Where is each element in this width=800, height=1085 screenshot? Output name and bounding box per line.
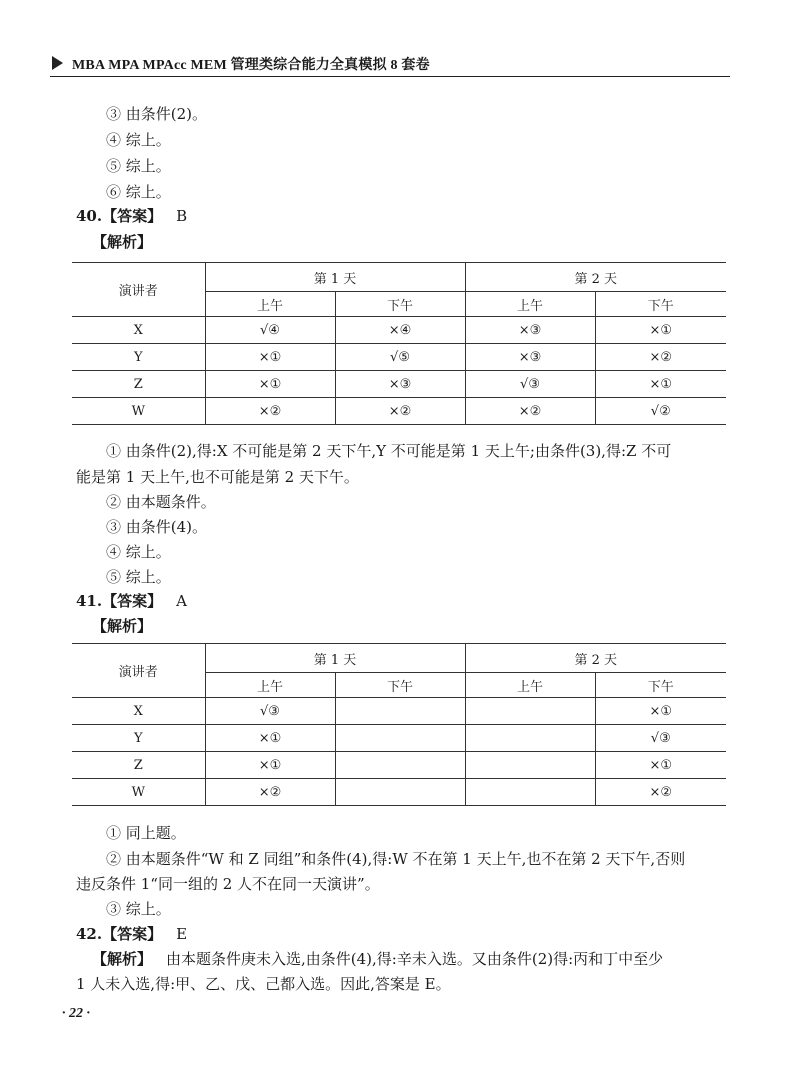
table-cell: ×④ <box>335 317 465 344</box>
q41-note-2b: 违反条件 1“同一组的 2 人不在同一天演讲”。 <box>76 875 380 893</box>
q40-note-3: ③ 由条件(4)。 <box>106 518 208 536</box>
q40-analysis-label: 【解析】 <box>92 233 153 251</box>
table-cell <box>335 698 465 725</box>
q40-day2-am: 上午 <box>465 292 595 317</box>
table-cell: Z <box>72 752 205 779</box>
table-row <box>72 344 726 371</box>
table-cell: W <box>72 779 205 806</box>
table-cell <box>465 752 595 779</box>
table-cell: √③ <box>595 725 726 752</box>
table-cell: ×③ <box>335 371 465 398</box>
q40-day1-pm: 下午 <box>335 292 465 317</box>
q40-label: 40.【答案】 <box>76 207 163 225</box>
table-cell: X <box>72 698 205 725</box>
q40-answer: B <box>176 207 188 225</box>
table-cell: ×③ <box>465 344 595 371</box>
triangle-bullet-icon <box>52 56 63 70</box>
q40-answer-line <box>76 205 187 227</box>
table-row <box>72 317 726 344</box>
q40-note-4: ④ 综上。 <box>106 543 171 561</box>
table-row <box>72 752 726 779</box>
header-title: MBA MPA MPAcc MEM 管理类综合能力全真模拟 8 套卷 <box>72 58 430 73</box>
q40-day1-am: 上午 <box>205 292 335 317</box>
q41-day2-am: 上午 <box>465 673 595 698</box>
q42-answer: E <box>176 925 188 943</box>
q42-answer-line <box>76 923 187 945</box>
table-cell: ×① <box>205 371 335 398</box>
q40-note-1b: 能是第 1 天上午,也不可能是第 2 天下午。 <box>76 468 359 486</box>
q41-answer-line <box>76 590 187 612</box>
table-row <box>72 398 726 425</box>
table-cell: √⑤ <box>335 344 465 371</box>
q40-day2-header: 第 2 天 <box>465 263 726 292</box>
table-cell: ×② <box>335 398 465 425</box>
pre-note-4: ④ 综上。 <box>106 131 171 149</box>
table-cell: ×② <box>595 779 726 806</box>
q41-note-2a: ② 由本题条件“W 和 Z 同组”和条件(4),得:W 不在第 1 天上午,也不在第 2 天下午,否则 <box>106 850 686 868</box>
table-cell: ×① <box>205 725 335 752</box>
q41-table <box>72 643 726 806</box>
q42-text-b: 1 人未入选,得:甲、乙、戊、己都入选。因此,答案是 E。 <box>76 975 451 993</box>
table-cell: ×② <box>205 779 335 806</box>
table-cell: ×① <box>205 752 335 779</box>
q40-note-1a: ① 由条件(2),得:X 不可能是第 2 天下午,Y 不可能是第 1 天上午;由条件(3),得:Z 不可 <box>106 442 672 460</box>
pre-note-3: ③ 由条件(2)。 <box>106 105 208 123</box>
table-cell: ×① <box>595 752 726 779</box>
table-cell <box>465 725 595 752</box>
q40-day1-header: 第 1 天 <box>205 263 465 292</box>
table-cell <box>335 779 465 806</box>
table-cell: √③ <box>205 698 335 725</box>
q41-answer: A <box>176 592 187 610</box>
q40-speaker-header: 演讲者 <box>72 263 205 317</box>
table-cell: ×① <box>205 344 335 371</box>
table-cell: X <box>72 317 205 344</box>
table-cell: ×② <box>595 344 726 371</box>
table-cell: ×② <box>205 398 335 425</box>
q41-speaker-header: 演讲者 <box>72 644 205 698</box>
q41-label: 41.【答案】 <box>76 592 163 610</box>
running-header <box>50 52 730 77</box>
table-cell <box>465 779 595 806</box>
page-number: · 22 · <box>62 1006 90 1021</box>
q41-day2-pm: 下午 <box>595 673 726 698</box>
table-cell: ×③ <box>465 317 595 344</box>
table-cell: √② <box>595 398 726 425</box>
q41-day2-header: 第 2 天 <box>465 644 726 673</box>
q41-analysis-label: 【解析】 <box>92 617 153 635</box>
q42-text-a: 由本题条件庚未入选,由条件(4),得:辛未入选。又由条件(2)得:丙和丁中至少 <box>166 950 664 968</box>
pre-note-5: ⑤ 综上。 <box>106 157 171 175</box>
q41-day1-pm: 下午 <box>335 673 465 698</box>
table-cell: Y <box>72 725 205 752</box>
table-row <box>72 779 726 806</box>
q42-analysis-label: 【解析】 <box>92 950 153 968</box>
q41-note-3: ③ 综上。 <box>106 900 171 918</box>
q40-day2-pm: 下午 <box>595 292 726 317</box>
pre-note-6: ⑥ 综上。 <box>106 183 171 201</box>
table-cell: √④ <box>205 317 335 344</box>
table-cell <box>465 698 595 725</box>
q42-analysis-line <box>92 948 663 970</box>
table-cell: W <box>72 398 205 425</box>
table-cell: ×① <box>595 371 726 398</box>
table-cell <box>335 752 465 779</box>
table-row <box>72 698 726 725</box>
table-cell <box>335 725 465 752</box>
table-row <box>72 371 726 398</box>
q41-note-1: ① 同上题。 <box>106 824 186 842</box>
table-cell: ×① <box>595 317 726 344</box>
table-cell: ×② <box>465 398 595 425</box>
q40-note-5: ⑤ 综上。 <box>106 568 171 586</box>
table-row <box>72 725 726 752</box>
q40-note-2: ② 由本题条件。 <box>106 493 216 511</box>
table-cell: √③ <box>465 371 595 398</box>
q40-table <box>72 262 726 425</box>
q41-day1-am: 上午 <box>205 673 335 698</box>
table-cell: ×① <box>595 698 726 725</box>
table-cell: Z <box>72 371 205 398</box>
table-cell: Y <box>72 344 205 371</box>
q42-label: 42.【答案】 <box>76 925 163 943</box>
q41-day1-header: 第 1 天 <box>205 644 465 673</box>
